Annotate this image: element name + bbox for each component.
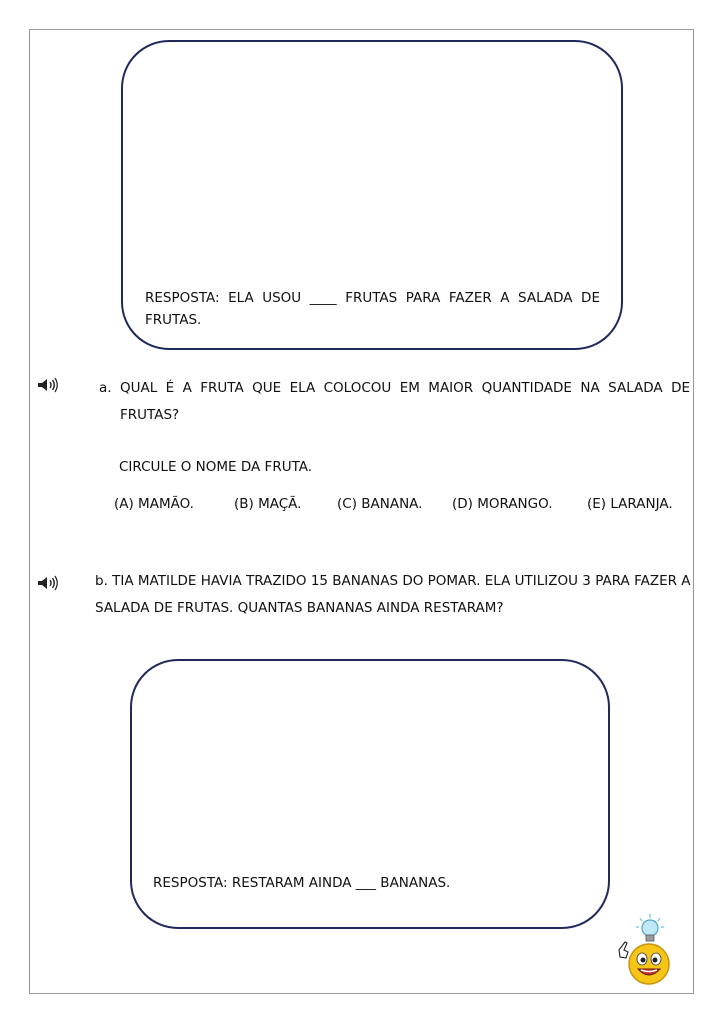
smiley-face-icon (629, 944, 669, 984)
option-b[interactable]: (B) MAÇÃ. (234, 496, 302, 512)
question-a-label: a. (99, 380, 112, 396)
lightbulb-icon (636, 914, 664, 941)
answer-box-2[interactable] (130, 659, 610, 929)
answer-box-1[interactable] (121, 40, 623, 350)
answer-1-text: RESPOSTA: ELA USOU ____ FRUTAS PARA FAZER A SALADA DE FRUTAS. (145, 290, 600, 328)
option-d[interactable]: (D) MORANGO. (452, 496, 553, 512)
option-c[interactable]: (C) BANANA. (337, 496, 423, 512)
question-b-line-2: SALADA DE FRUTAS. QUANTAS BANANAS AINDA RESTARAM? (95, 600, 504, 616)
question-b-line-1: b. TIA MATILDE HAVIA TRAZIDO 15 BANANAS DO POMAR. ELA UTILIZOU 3 PARA FAZER A (95, 573, 691, 589)
speaker-icon[interactable] (37, 377, 59, 393)
question-a-line-2: FRUTAS? (120, 407, 180, 423)
question-a-line-1: QUAL É A FRUTA QUE ELA COLOCOU EM MAIOR QUANTIDADE NA SALADA DE (120, 380, 690, 396)
option-e[interactable]: (E) LARANJA. (587, 496, 673, 512)
option-a[interactable]: (A) MAMÃO. (114, 496, 194, 512)
answer-2-text: RESPOSTA: RESTARAM AINDA ___ BANANAS. (153, 875, 451, 891)
question-a-instruction: CIRCULE O NOME DA FRUTA. (119, 459, 313, 475)
pointing-hand-icon (619, 942, 628, 958)
idea-emoji-icon (612, 912, 674, 988)
speaker-icon[interactable] (37, 575, 59, 591)
